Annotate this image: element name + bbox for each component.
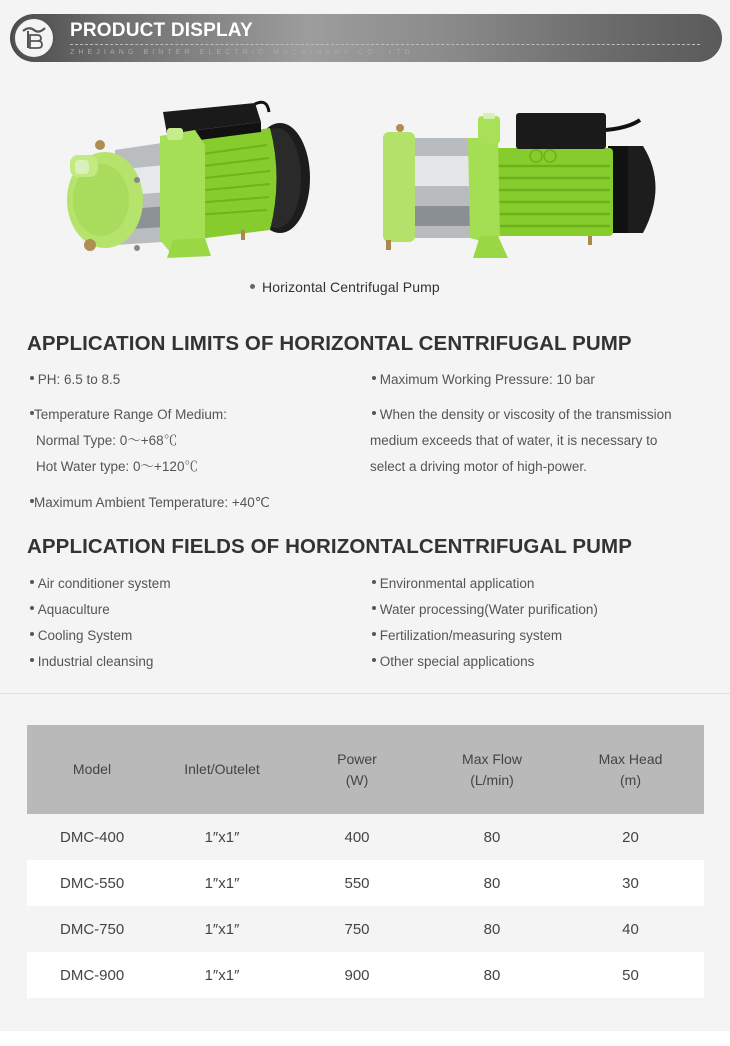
cell-inlet-outlet: 1″x1″ xyxy=(204,874,240,892)
bullet-icon xyxy=(372,632,376,636)
cell-max-flow: 80 xyxy=(483,920,501,938)
cell-inlet-outlet: 1″x1″ xyxy=(204,920,240,938)
bullet-icon xyxy=(372,376,376,380)
cell-model: DMC-550 xyxy=(60,874,125,892)
table-row xyxy=(27,906,704,952)
cell-model: DMC-400 xyxy=(60,828,125,846)
bullet-icon xyxy=(372,411,376,415)
bullet-icon xyxy=(30,632,34,636)
field-item: Industrial cleansing xyxy=(30,649,153,674)
bullet-icon xyxy=(372,606,376,610)
caption-text: Horizontal Centrifugal Pump xyxy=(262,279,440,295)
limit-normal-type: Normal Type: 0～+68℃ xyxy=(36,433,178,448)
table-header-row xyxy=(27,725,704,814)
spec-table xyxy=(27,725,704,998)
bullet-icon xyxy=(30,606,34,610)
binter-logo-icon xyxy=(13,17,55,59)
bullet-icon xyxy=(372,580,376,584)
header-model: Model xyxy=(72,761,112,777)
product-caption xyxy=(250,279,440,295)
field-item: Water processing(Water purification) xyxy=(372,597,598,622)
field-item: Environmental application xyxy=(372,571,534,596)
cell-model: DMC-900 xyxy=(60,966,125,984)
field-item: Aquaculture xyxy=(30,597,110,622)
product-display-banner xyxy=(10,14,722,62)
cell-max-flow: 80 xyxy=(483,966,501,984)
banner-title: PRODUCT DISPLAY xyxy=(70,20,253,41)
cell-model: DMC-750 xyxy=(60,920,125,938)
field-item: Cooling System xyxy=(30,623,132,648)
limit-density-line3: select a driving motor of high-power. xyxy=(370,459,587,474)
cell-power: 900 xyxy=(344,966,370,984)
page-bottom-strip xyxy=(0,1031,730,1046)
pump-side-view-image xyxy=(378,108,668,263)
header-max-flow: Max Flow (L/min) xyxy=(462,750,522,788)
company-name: ZHEJIANG BINTER ELECTRIC MACHINERY CO.,LTD xyxy=(70,49,414,56)
cell-max-flow: 80 xyxy=(483,828,501,846)
cell-inlet-outlet: 1″x1″ xyxy=(204,966,240,984)
cell-power: 400 xyxy=(344,828,370,846)
cell-max-head: 20 xyxy=(622,828,639,846)
limit-hot-water-type: Hot Water type: 0～+120℃ xyxy=(36,459,198,474)
field-item: Fertilization/measuring system xyxy=(372,623,562,648)
table-row xyxy=(27,814,704,860)
limit-pressure: Maximum Working Pressure: 10 bar xyxy=(372,367,595,392)
header-power: Power (W) xyxy=(337,750,377,788)
field-item: Other special applications xyxy=(372,649,534,674)
section-divider xyxy=(0,693,730,694)
cell-inlet-outlet: 1″x1″ xyxy=(204,828,240,846)
limit-density-note: When the density or viscosity of the transmission xyxy=(372,402,672,427)
table-row xyxy=(27,860,704,906)
header-inlet-outlet: Inlet/Outelet xyxy=(184,761,260,777)
limit-density-line2: medium exceeds that of water, it is necessary to xyxy=(370,433,658,448)
table-row xyxy=(27,952,704,998)
limit-ph: PH: 6.5 to 8.5 xyxy=(30,367,120,392)
cell-power: 550 xyxy=(344,874,370,892)
cell-max-head: 40 xyxy=(622,920,639,938)
bullet-icon xyxy=(372,658,376,662)
cell-max-flow: 80 xyxy=(483,874,501,892)
cell-power: 750 xyxy=(344,920,370,938)
field-item: Air conditioner system xyxy=(30,571,171,596)
limit-temp-range: Temperature Range Of Medium: xyxy=(30,402,227,427)
bullet-icon xyxy=(30,580,34,584)
pump-angled-view-image xyxy=(55,100,315,260)
banner-divider xyxy=(70,44,700,45)
bullet-icon xyxy=(250,284,255,289)
header-max-head: Max Head (m) xyxy=(598,750,663,788)
cell-max-head: 50 xyxy=(622,966,639,984)
application-fields-title: APPLICATION FIELDS OF HORIZONTALCENTRIFUGAL PUMP xyxy=(27,535,632,558)
bullet-icon xyxy=(30,658,34,662)
cell-max-head: 30 xyxy=(622,874,639,892)
bullet-icon xyxy=(30,376,34,380)
limit-ambient-temp: Maximum Ambient Temperature: +40℃ xyxy=(30,490,270,515)
application-limits-title: APPLICATION LIMITS OF HORIZONTAL CENTRIFUGAL PUMP xyxy=(27,332,632,355)
